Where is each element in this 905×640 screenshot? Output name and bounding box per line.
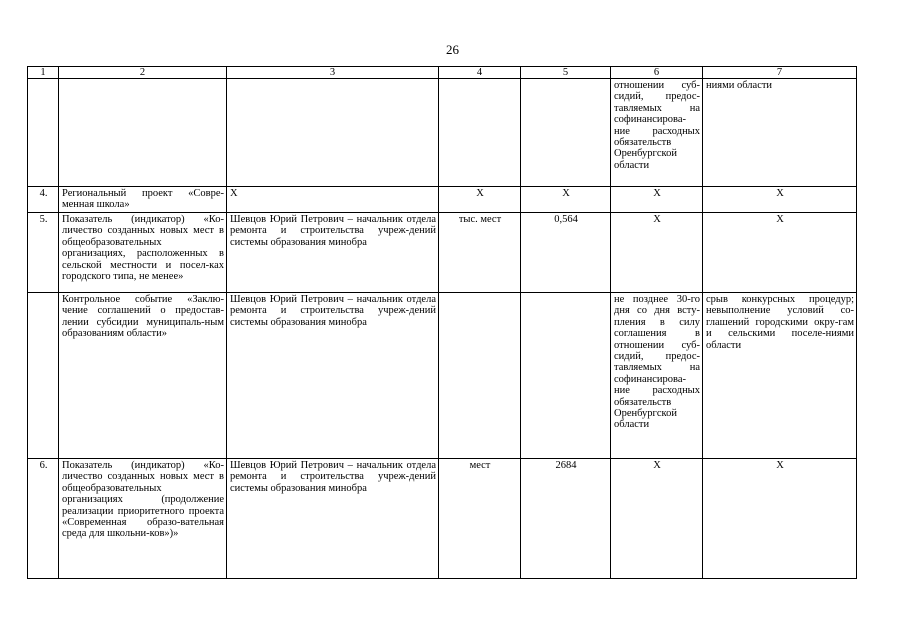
table-row [28, 79, 857, 187]
risk-cell: X [703, 187, 857, 213]
responsible-cell [227, 79, 439, 187]
name-cell [59, 79, 227, 187]
deadline-cell: не позднее 30-го дня со дня всту-пления в силу соглашения в отношении суб-сидий, предос-тавляемых на софинансирова-ние расходных обязательств Оренбургской области [611, 293, 703, 459]
table-row [28, 293, 857, 459]
column-number: 2 [59, 67, 227, 79]
table-row [28, 213, 857, 293]
column-number-row [28, 67, 857, 79]
risk-cell: срыв конкурсных процедур; невыполнение условий со-глашений городскими окру-гам и сельскими поселе-ниями области [703, 293, 857, 459]
unit-cell [439, 79, 521, 187]
plan-table [27, 66, 857, 579]
name-cell: Показатель (индикатор) «Ко-личество созданных новых мест в общеобразовательных организациях, расположенных в сельской местности и посел-ках городского типа, не менее» [59, 213, 227, 293]
column-number: 3 [227, 67, 439, 79]
value-cell: 2684 [521, 459, 611, 579]
deadline-cell: X [611, 459, 703, 579]
responsible-cell: Шевцов Юрий Петрович – начальник отдела ремонта и строительства учреж-дений системы образования минобра [227, 293, 439, 459]
name-cell: Контрольное событие «Заклю-чение соглашений о предостав-лении субсидии муниципаль-ным образованиям области» [59, 293, 227, 459]
value-cell [521, 293, 611, 459]
table-row [28, 187, 857, 213]
row-number-cell [28, 79, 59, 187]
deadline-cell: X [611, 187, 703, 213]
row-number-cell [28, 293, 59, 459]
table-row [28, 459, 857, 579]
value-cell: 0,564 [521, 213, 611, 293]
value-cell: X [521, 187, 611, 213]
value-cell [521, 79, 611, 187]
name-cell: Показатель (индикатор) «Ко-личество созданных новых мест в общеобразовательных организациях (продолжение реализации приоритетного проекта «Современная образо-вательная среда для школьни-ков»)» [59, 459, 227, 579]
row-number-cell: 5. [28, 213, 59, 293]
page-number: 26 [446, 42, 459, 57]
unit-cell [439, 293, 521, 459]
deadline-cell: отношении суб-сидий, предос-тавляемых на софинансирова-ние расходных обязательств Оренбургской области [611, 79, 703, 187]
row-number-cell: 4. [28, 187, 59, 213]
name-cell: Региональный проект «Совре-менная школа» [59, 187, 227, 213]
risk-cell: ниями области [703, 79, 857, 187]
row-number-cell: 6. [28, 459, 59, 579]
column-number: 5 [521, 67, 611, 79]
column-number: 6 [611, 67, 703, 79]
unit-cell: тыс. мест [439, 213, 521, 293]
column-number: 4 [439, 67, 521, 79]
responsible-cell: Шевцов Юрий Петрович – начальник отдела ремонта и строительства учреж-дений системы образования минобра [227, 213, 439, 293]
risk-cell: X [703, 213, 857, 293]
column-number: 7 [703, 67, 857, 79]
risk-cell: X [703, 459, 857, 579]
unit-cell: X [439, 187, 521, 213]
unit-cell: мест [439, 459, 521, 579]
responsible-cell: X [227, 187, 439, 213]
deadline-cell: X [611, 213, 703, 293]
responsible-cell: Шевцов Юрий Петрович – начальник отдела ремонта и строительства учреж-дений системы образования минобра [227, 459, 439, 579]
column-number: 1 [28, 67, 59, 79]
